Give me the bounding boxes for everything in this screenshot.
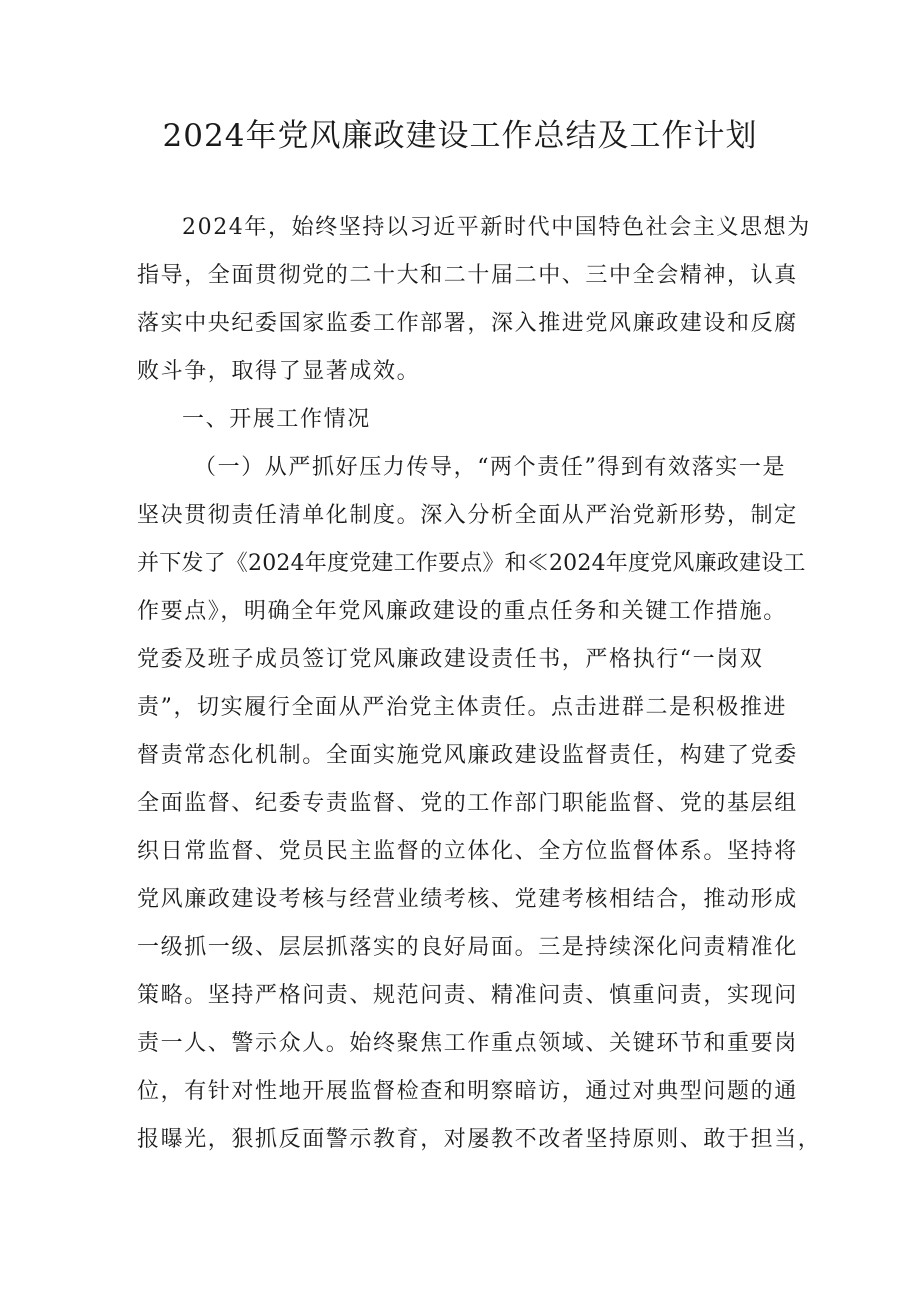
paragraph-line (137, 308, 798, 340)
line-text: 一级抓一级、层层抓落实的良好局面。三是持续深化问责精准化 (137, 935, 798, 960)
line-text: 并下发了《2024年度党建工作要点》和≪2024年度党风廉政建设工 (137, 551, 806, 576)
line-text: 作要点》，明确全年党风廉政建设的重点任务和关键工作措施。 (137, 599, 787, 624)
line-text: 织日常监督、党员民主监督的立体化、全方位监督体系。坚持将 (137, 839, 798, 864)
document-title: 2024年党风廉政建设工作总结及工作计划 (162, 118, 758, 154)
line-text: 全面监督、纪委专责监督、党的工作部门职能监督、党的基层组 (137, 791, 798, 816)
line-text: 一、开展工作情况 (182, 407, 371, 432)
paragraph-line (137, 644, 763, 676)
section-heading (182, 404, 371, 436)
paragraph-line (137, 500, 798, 532)
line-text: 策略。坚持严格问责、规范问责、精准问责、慎重问责，实现问 (137, 983, 798, 1008)
paragraph-line (137, 836, 798, 868)
line-text: 败斗争，取得了显著成效。 (137, 359, 421, 384)
line-text: 督责常态化机制。全面实施党风廉政建设监督责任，构建了党委 (137, 743, 798, 768)
paragraph-line (182, 212, 811, 244)
line-text: 指导，全面贯彻党的二十大和二十届二中、三中全会精神，认真 (137, 263, 798, 288)
line-text: 党风廉政建设考核与经营业绩考核、党建考核相结合，推动形成 (137, 887, 798, 912)
line-text: 2024年，始终坚持以习近平新时代中国特色社会主义思想为 (182, 215, 811, 240)
line-text: 责”，切实履行全面从严治党主体责任。点击进群二是积极推进 (137, 695, 788, 720)
line-text: 位，有针对性地开展监督检查和明察暗访，通过对典型问题的通 (137, 1079, 798, 1104)
paragraph-line (137, 980, 798, 1012)
paragraph-line (137, 788, 798, 820)
paragraph-line (137, 740, 798, 772)
paragraph-line (194, 452, 786, 484)
paragraph-line (137, 1124, 822, 1156)
line-text: （一）从严抓好压力传导，“两个责任”得到有效落实一是 (194, 455, 787, 480)
line-text: 坚决贯彻责任清单化制度。深入分析全面从严治党新形势，制定 (137, 503, 798, 528)
line-text: 责一人、警示众人。始终聚焦工作重点领域、关键环节和重要岗 (137, 1031, 798, 1056)
paragraph-line (137, 260, 798, 292)
line-text: 报曝光，狠抓反面警示教育，对屡教不改者坚持原则、敢于担当， (137, 1127, 822, 1152)
paragraph-line (137, 884, 798, 916)
paragraph-line (137, 692, 788, 724)
paragraph-line (137, 548, 806, 580)
paragraph-line (137, 932, 798, 964)
paragraph-line (137, 1076, 798, 1108)
paragraph-line (137, 596, 785, 628)
line-text: 落实中央纪委国家监委工作部署，深入推进党风廉政建设和反腐 (137, 311, 798, 336)
line-text: 党委及班子成员签订党风廉政建设责任书，严格执行“一岗双 (137, 647, 764, 672)
paragraph-line (137, 356, 420, 388)
paragraph-line (137, 1028, 798, 1060)
